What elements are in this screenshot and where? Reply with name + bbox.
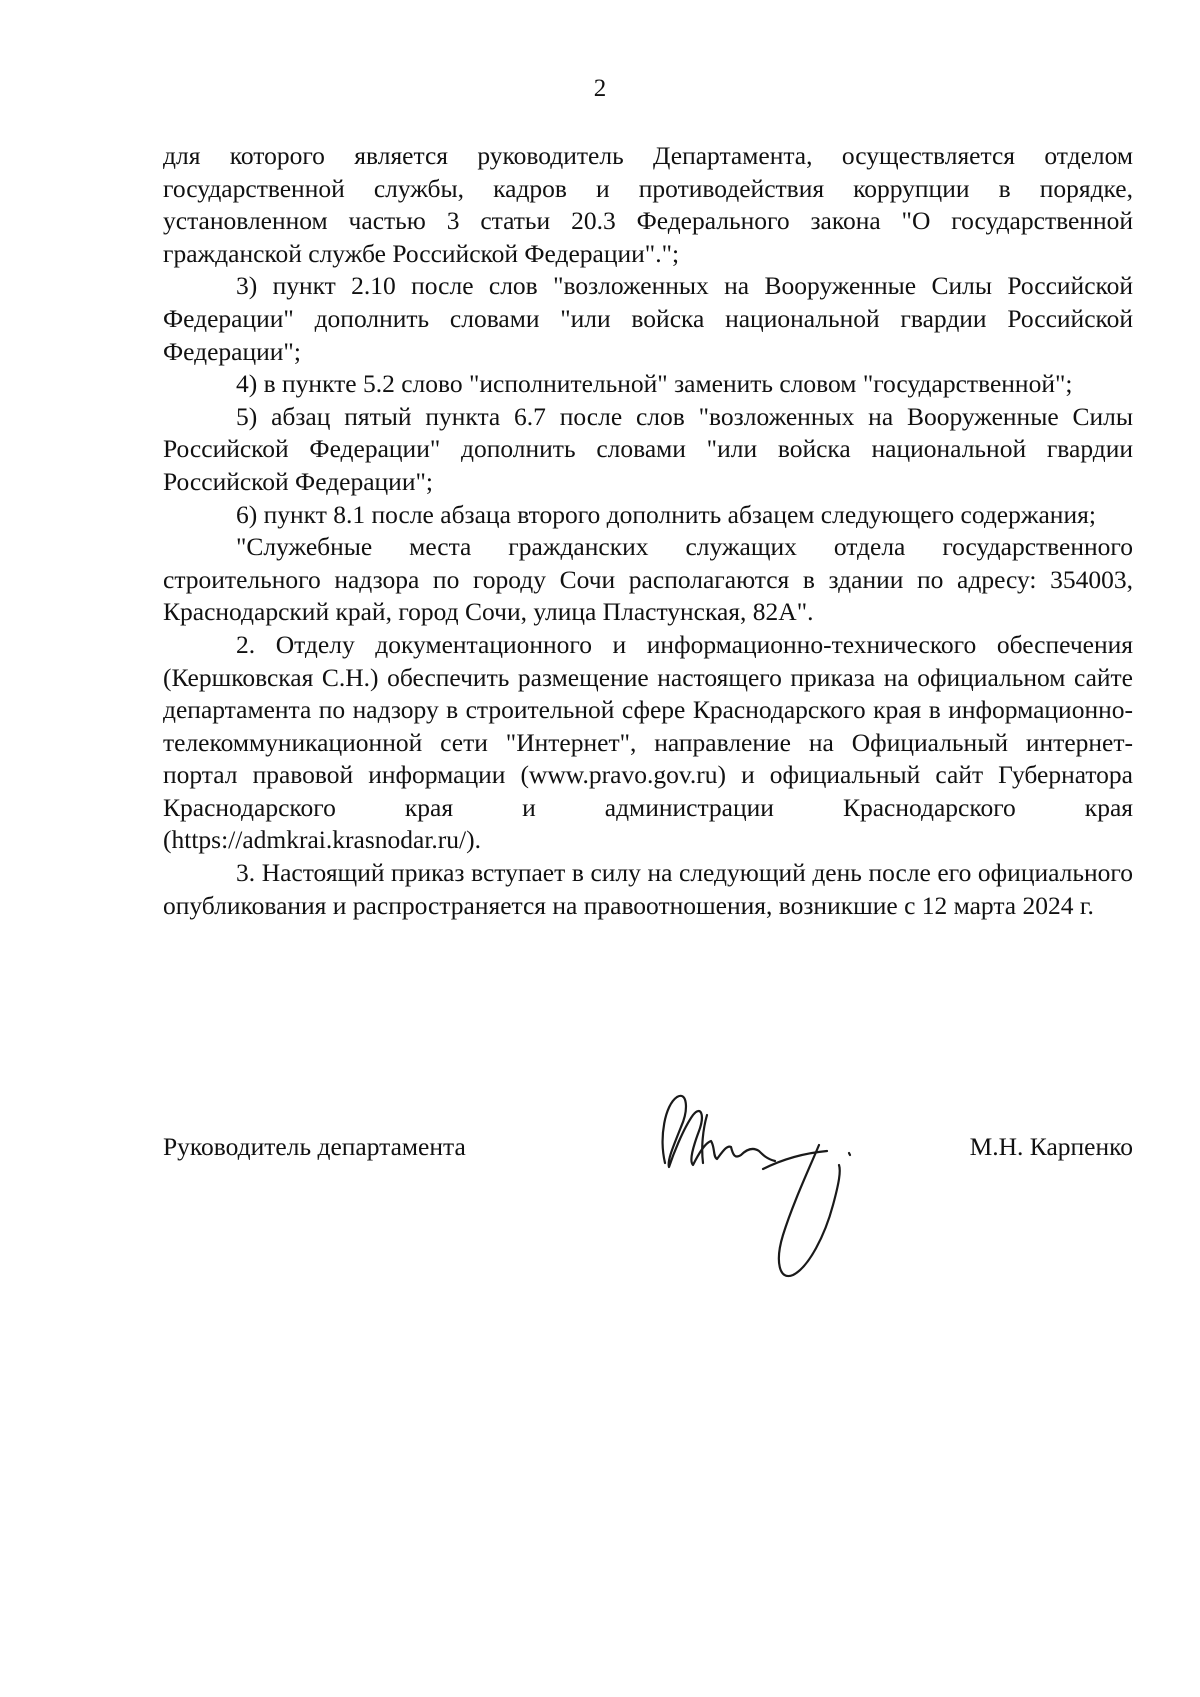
paragraph-section-3: 3. Настоящий приказ вступает в силу на следующий день после его официального опубликования и распространяется на правоотношения, возникшие с 12 марта 2024 г. bbox=[163, 858, 1133, 920]
paragraph-continuation: для которого является руководитель Департамента, осуществляется отделом государственной службы, кадров и противодействия коррупции в порядке, установленном частью 3 статьи 20.3 Федерального закона "О государственной гражданской службе Российской Федерации"."; bbox=[163, 141, 1133, 268]
document-body bbox=[163, 140, 1133, 922]
paragraph-item-6: 6) пункт 8.1 после абзаца второго дополнить абзацем следующего содержания; bbox=[236, 499, 1096, 529]
paragraph-item-3: 3) пункт 2.10 после слов "возложенных на Вооруженные Силы Российской Федерации" дополнить словами "или войска национальной гвардии Российской Федерации"; bbox=[163, 271, 1133, 366]
paragraph-section-2: 2. Отделу документационного и информационно-технического обеспечения (Кершковская С.Н.) обеспечить размещение настоящего приказа на официальном сайте департамента по надзору в строительной сфере Краснодарского края в информационно-телекоммуникационной сети "Интернет", направление на Официальный интернет-портал правовой информации (www.pravo.gov.ru) и официальный сайт Губернатора Краснодарского края и администрации Краснодарского края (https://admkrai.krasnodar.ru/). bbox=[163, 629, 1133, 855]
signatory-position: Руководитель департамента bbox=[163, 1132, 466, 1161]
handwritten-signature bbox=[643, 1085, 873, 1295]
paragraph-item-5: 5) абзац пятый пункта 6.7 после слов "возложенных на Вооруженные Силы Российской Федерации" дополнить словами "или войска национальной гвардии Российской Федерации"; bbox=[163, 401, 1133, 496]
paragraph-quoted-addition: "Служебные места гражданских служащих отдела государственного строительного надзора по городу Сочи располагаются в здании по адресу: 354003, Краснодарский край, город Сочи, улица Пластунская, 82А". bbox=[163, 532, 1133, 627]
paragraph-item-4: 4) в пункте 5.2 слово "исполнительной" заменить словом "государственной"; bbox=[236, 369, 1073, 399]
page-number: 2 bbox=[593, 75, 607, 102]
signatory-name: М.Н. Карпенко bbox=[969, 1132, 1133, 1161]
signature-block bbox=[163, 1105, 1133, 1305]
